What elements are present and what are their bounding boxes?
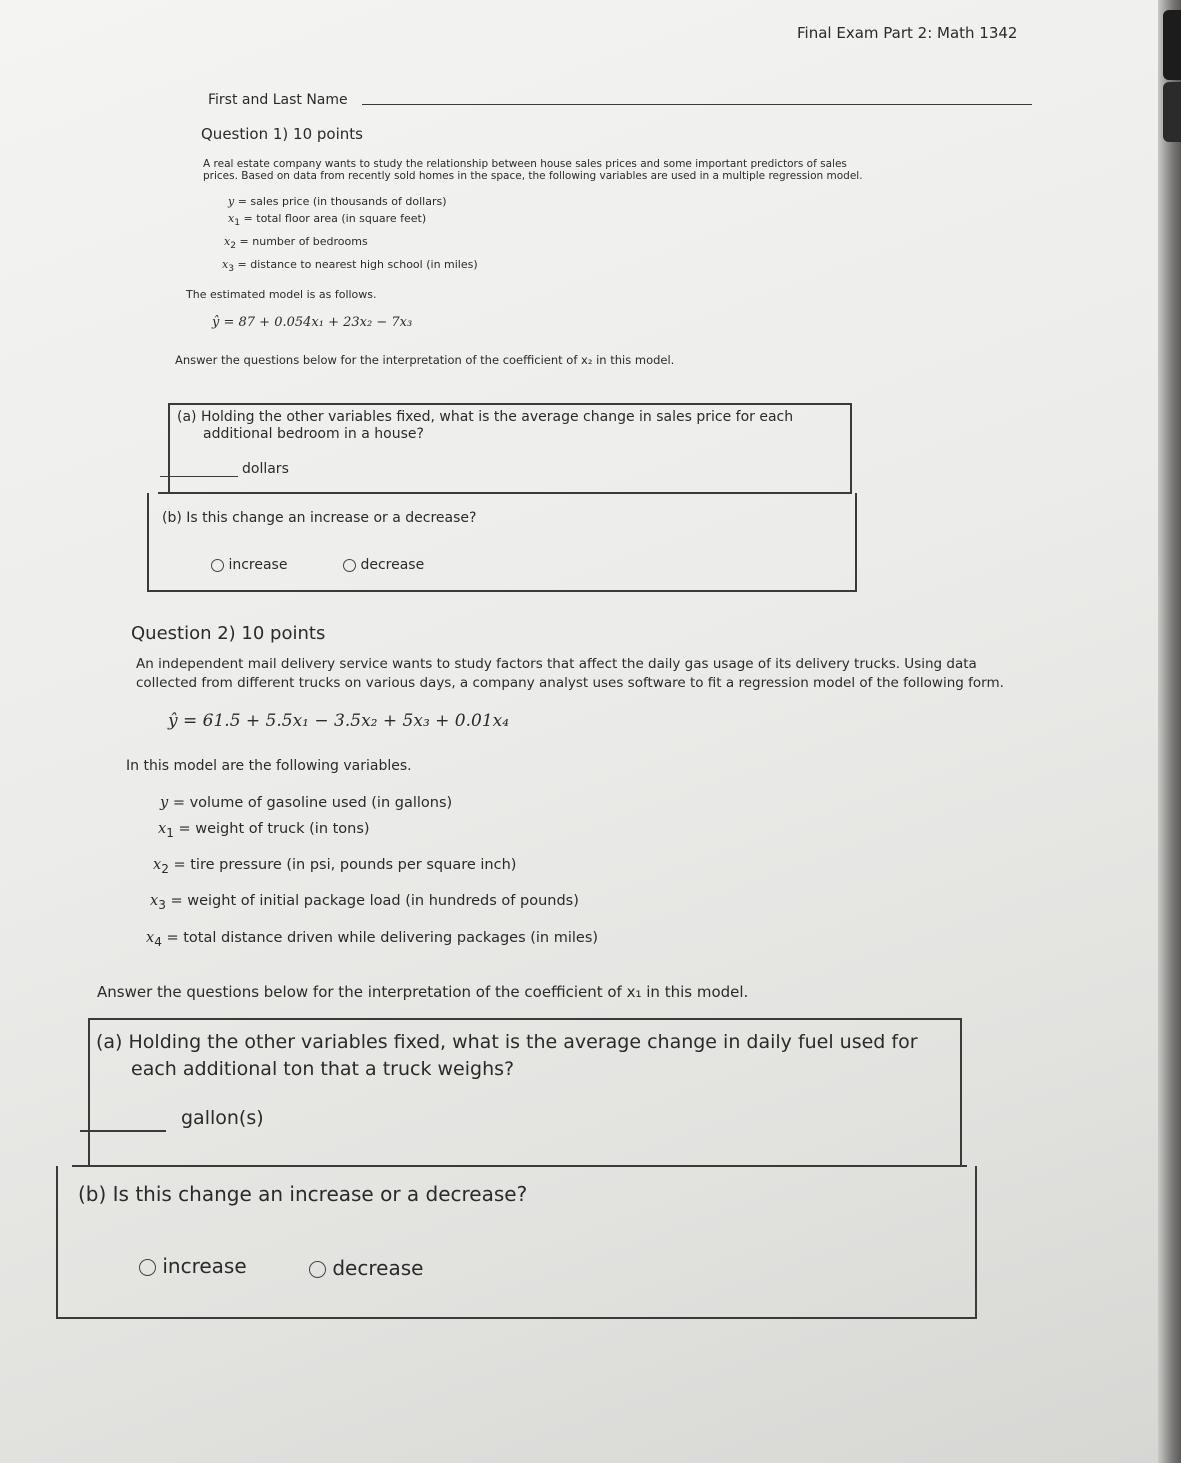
name-input-line[interactable] <box>362 104 1032 105</box>
q2-option-decrease[interactable]: decrease <box>309 1256 423 1280</box>
q1-title: Question 1) 10 points <box>201 125 363 143</box>
q2-var-x1: $x_1$ = weight of truck (in tons) <box>158 821 370 840</box>
binder-tab <box>1163 10 1181 80</box>
binder-tab <box>1163 82 1181 142</box>
q1-intro: prices. Based on data from recently sold homes in the space, the following variables are used in a multiple regression model. <box>203 170 863 182</box>
q1-var-x2: $x_2$ = number of bedrooms <box>224 235 368 252</box>
q1-option-increase[interactable]: increase <box>211 557 287 573</box>
exam-title: Final Exam Part 2: Math 1342 <box>797 24 1018 42</box>
desk-edge <box>1158 0 1181 1463</box>
q2-option-increase[interactable]: increase <box>139 1254 247 1278</box>
q2-part-a-label: (a) Holding the other variables fixed, what is the average change in daily fuel used for <box>96 1031 918 1053</box>
q2-title: Question 2) 10 points <box>131 623 326 644</box>
q2-var-x2: $x_2$ = tire pressure (in psi, pounds per square inch) <box>153 857 517 876</box>
q1-part-a-label: (a) Holding the other variables fixed, what is the average change in sales price for each <box>177 409 794 425</box>
q2-answer-blank[interactable] <box>80 1130 166 1132</box>
q2-interp-prompt: Answer the questions below for the interpretation of the coefficient of x₁ in this model. <box>97 983 749 1001</box>
q2-var-y: y = volume of gasoline used (in gallons) <box>160 795 453 811</box>
q2-var-x3: $x_3$ = weight of initial package load (in hundreds of pounds) <box>150 893 579 912</box>
q2-intro: An independent mail delivery service wants to study factors that affect the daily gas usage of its delivery trucks. Using data <box>136 656 977 672</box>
radio-circle-icon[interactable] <box>139 1259 156 1276</box>
q2-vars-intro: In this model are the following variables. <box>126 758 412 774</box>
q1-part-b-box <box>147 493 857 592</box>
q2-part-a-label: each additional ton that a truck weighs? <box>131 1058 515 1080</box>
name-label: First and Last Name <box>208 92 348 108</box>
q1-option-decrease[interactable]: decrease <box>343 557 424 573</box>
q1-model-equation: ŷ = 87 + 0.054x₁ + 23x₂ − 7x₃ <box>212 315 413 330</box>
radio-circle-icon[interactable] <box>309 1261 326 1278</box>
q1-var-x1: $x_1$ = total floor area (in square feet) <box>228 212 427 229</box>
q2-model-equation: ŷ = 61.5 + 5.5x₁ − 3.5x₂ + 5x₃ + 0.01x₄ <box>168 711 510 731</box>
q1-unit-label: dollars <box>242 461 289 477</box>
radio-circle-icon[interactable] <box>343 559 356 572</box>
q1-interp-prompt: Answer the questions below for the interpretation of the coefficient of x₂ in this model. <box>175 353 675 367</box>
q1-intro: A real estate company wants to study the relationship between house sales prices and some important predictors of sales <box>203 158 847 170</box>
q1-var-y: y = sales price (in thousands of dollars) <box>228 195 447 208</box>
q1-var-x3: $x_3$ = distance to nearest high school (in miles) <box>222 258 478 275</box>
q2-var-x4: $x_4$ = total distance driven while delivering packages (in miles) <box>146 930 599 949</box>
q1-answer-blank[interactable] <box>160 476 238 477</box>
q1-part-b-label: (b) Is this change an increase or a decrease? <box>162 510 477 526</box>
q1-part-a-label: additional bedroom in a house? <box>203 426 424 442</box>
q2-intro: collected from different trucks on various days, a company analyst uses software to fit a regression model of the following form. <box>136 675 1004 691</box>
q2-part-b-label: (b) Is this change an increase or a decrease? <box>78 1182 528 1206</box>
q2-unit-label: gallon(s) <box>181 1107 264 1129</box>
q1-model-intro: The estimated model is as follows. <box>186 288 377 301</box>
radio-circle-icon[interactable] <box>211 559 224 572</box>
